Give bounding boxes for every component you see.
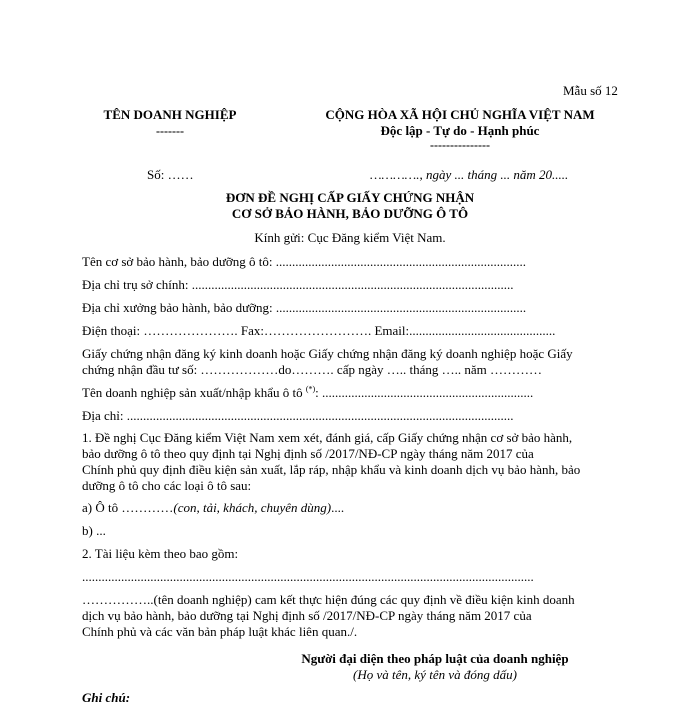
signature-hint: (Họ và tên, ký tên và đóng dấu) [353, 667, 517, 682]
license-line-1: Giấy chứng nhận đăng ký kinh doanh hoặc Giấy chứng nhận đăng ký doanh nghiệp hoặc Giấy [82, 346, 573, 361]
item-b: b) ... [82, 523, 106, 538]
section1-line-1: 1. Đề nghị Cục Đăng kiểm Việt Nam xem xét, đánh giá, cấp Giấy chứng nhận cơ sở bảo hành, [82, 430, 573, 445]
section1-line-2: bảo dưỡng ô tô theo quy định tại Nghị định số /2017/NĐ-CP ngày tháng năm 2017 của [82, 446, 534, 461]
item-a-prefix: a) Ô tô ………… [82, 500, 174, 515]
company-separator: ------- [156, 124, 184, 138]
license-line-2: chứng nhận đầu tư số: ………………do………. cấp ngày ….. tháng ….. năm ………… [82, 362, 543, 377]
reference-number: Số: …… [147, 167, 194, 182]
note-label: Ghi chú: [82, 690, 131, 705]
commitment-line-2: dịch vụ bảo hành, bảo dưỡng tại Nghị định số /2017/NĐ-CP ngày tháng năm 2017 của [82, 608, 532, 623]
recipient-line: Kính gửi: Cục Đăng kiểm Việt Nam. [254, 230, 446, 245]
manufacturer-dots: : ................................................................. [315, 385, 534, 400]
motto: Độc lập - Tự do - Hạnh phúc [380, 123, 540, 138]
company-name-header: TÊN DOANH NGHIỆP [103, 107, 237, 122]
section1-line-3: Chính phủ quy định điều kiện sản xuất, lắp ráp, nhập khẩu và kinh doanh dịch vụ bảo hành, bảo [82, 462, 581, 477]
title-line-1: ĐƠN ĐỀ NGHỊ CẤP GIẤY CHỨNG NHẬN [225, 190, 475, 205]
manufacturer-note-mark: (*) [305, 384, 316, 394]
section1-line-4: dưỡng ô tô cho các loại ô tô sau: [82, 478, 252, 493]
address-field: Địa chỉ: ....................................................................................................................... [82, 408, 514, 423]
contact-field: Điện thoại: …………………. Fax:……………………. Email:............................................. [82, 323, 556, 338]
manufacturer-field [82, 385, 533, 400]
nation-header: CỘNG HÒA XÃ HỘI CHỦ NGHĨA VIỆT NAM [325, 107, 595, 122]
item-a-hint: (con, tải, khách, chuyên dùng) [173, 500, 332, 515]
item-a-suffix: .... [331, 500, 345, 515]
item-a [82, 500, 344, 515]
head-office-field: Địa chỉ trụ sở chính: ................................................................................................... [82, 277, 514, 292]
form-number: Mẫu số 12 [563, 83, 618, 98]
commitment-line-1: ……………..(tên doanh nghiệp) cam kết thực hiện đúng các quy định về điều kiện kinh doanh [82, 592, 575, 607]
motto-separator: --------------- [430, 138, 490, 152]
attachments-dots: ........................................................................................................................................... [82, 569, 534, 584]
manufacturer-label: Tên doanh nghiệp sản xuất/nhập khẩu ô tô [82, 385, 303, 400]
facility-name-field: Tên cơ sở bảo hành, bảo dưỡng ô tô: ............................................................................. [82, 254, 526, 269]
title-line-2: CƠ SỞ BẢO HÀNH, BẢO DƯỠNG Ô TÔ [231, 206, 469, 221]
date-line: …………., ngày ... tháng ... năm 20..... [370, 167, 569, 182]
attachments-heading: 2. Tài liệu kèm theo bao gồm: [82, 546, 239, 561]
commitment-line-3: Chính phủ và các văn bản pháp luật khác liên quan./. [82, 624, 358, 639]
workshop-address-field: Địa chỉ xưởng bảo hành, bảo dưỡng: ............................................................................. [82, 300, 527, 315]
signature-title: Người đại diện theo pháp luật của doanh nghiệp [301, 651, 569, 666]
